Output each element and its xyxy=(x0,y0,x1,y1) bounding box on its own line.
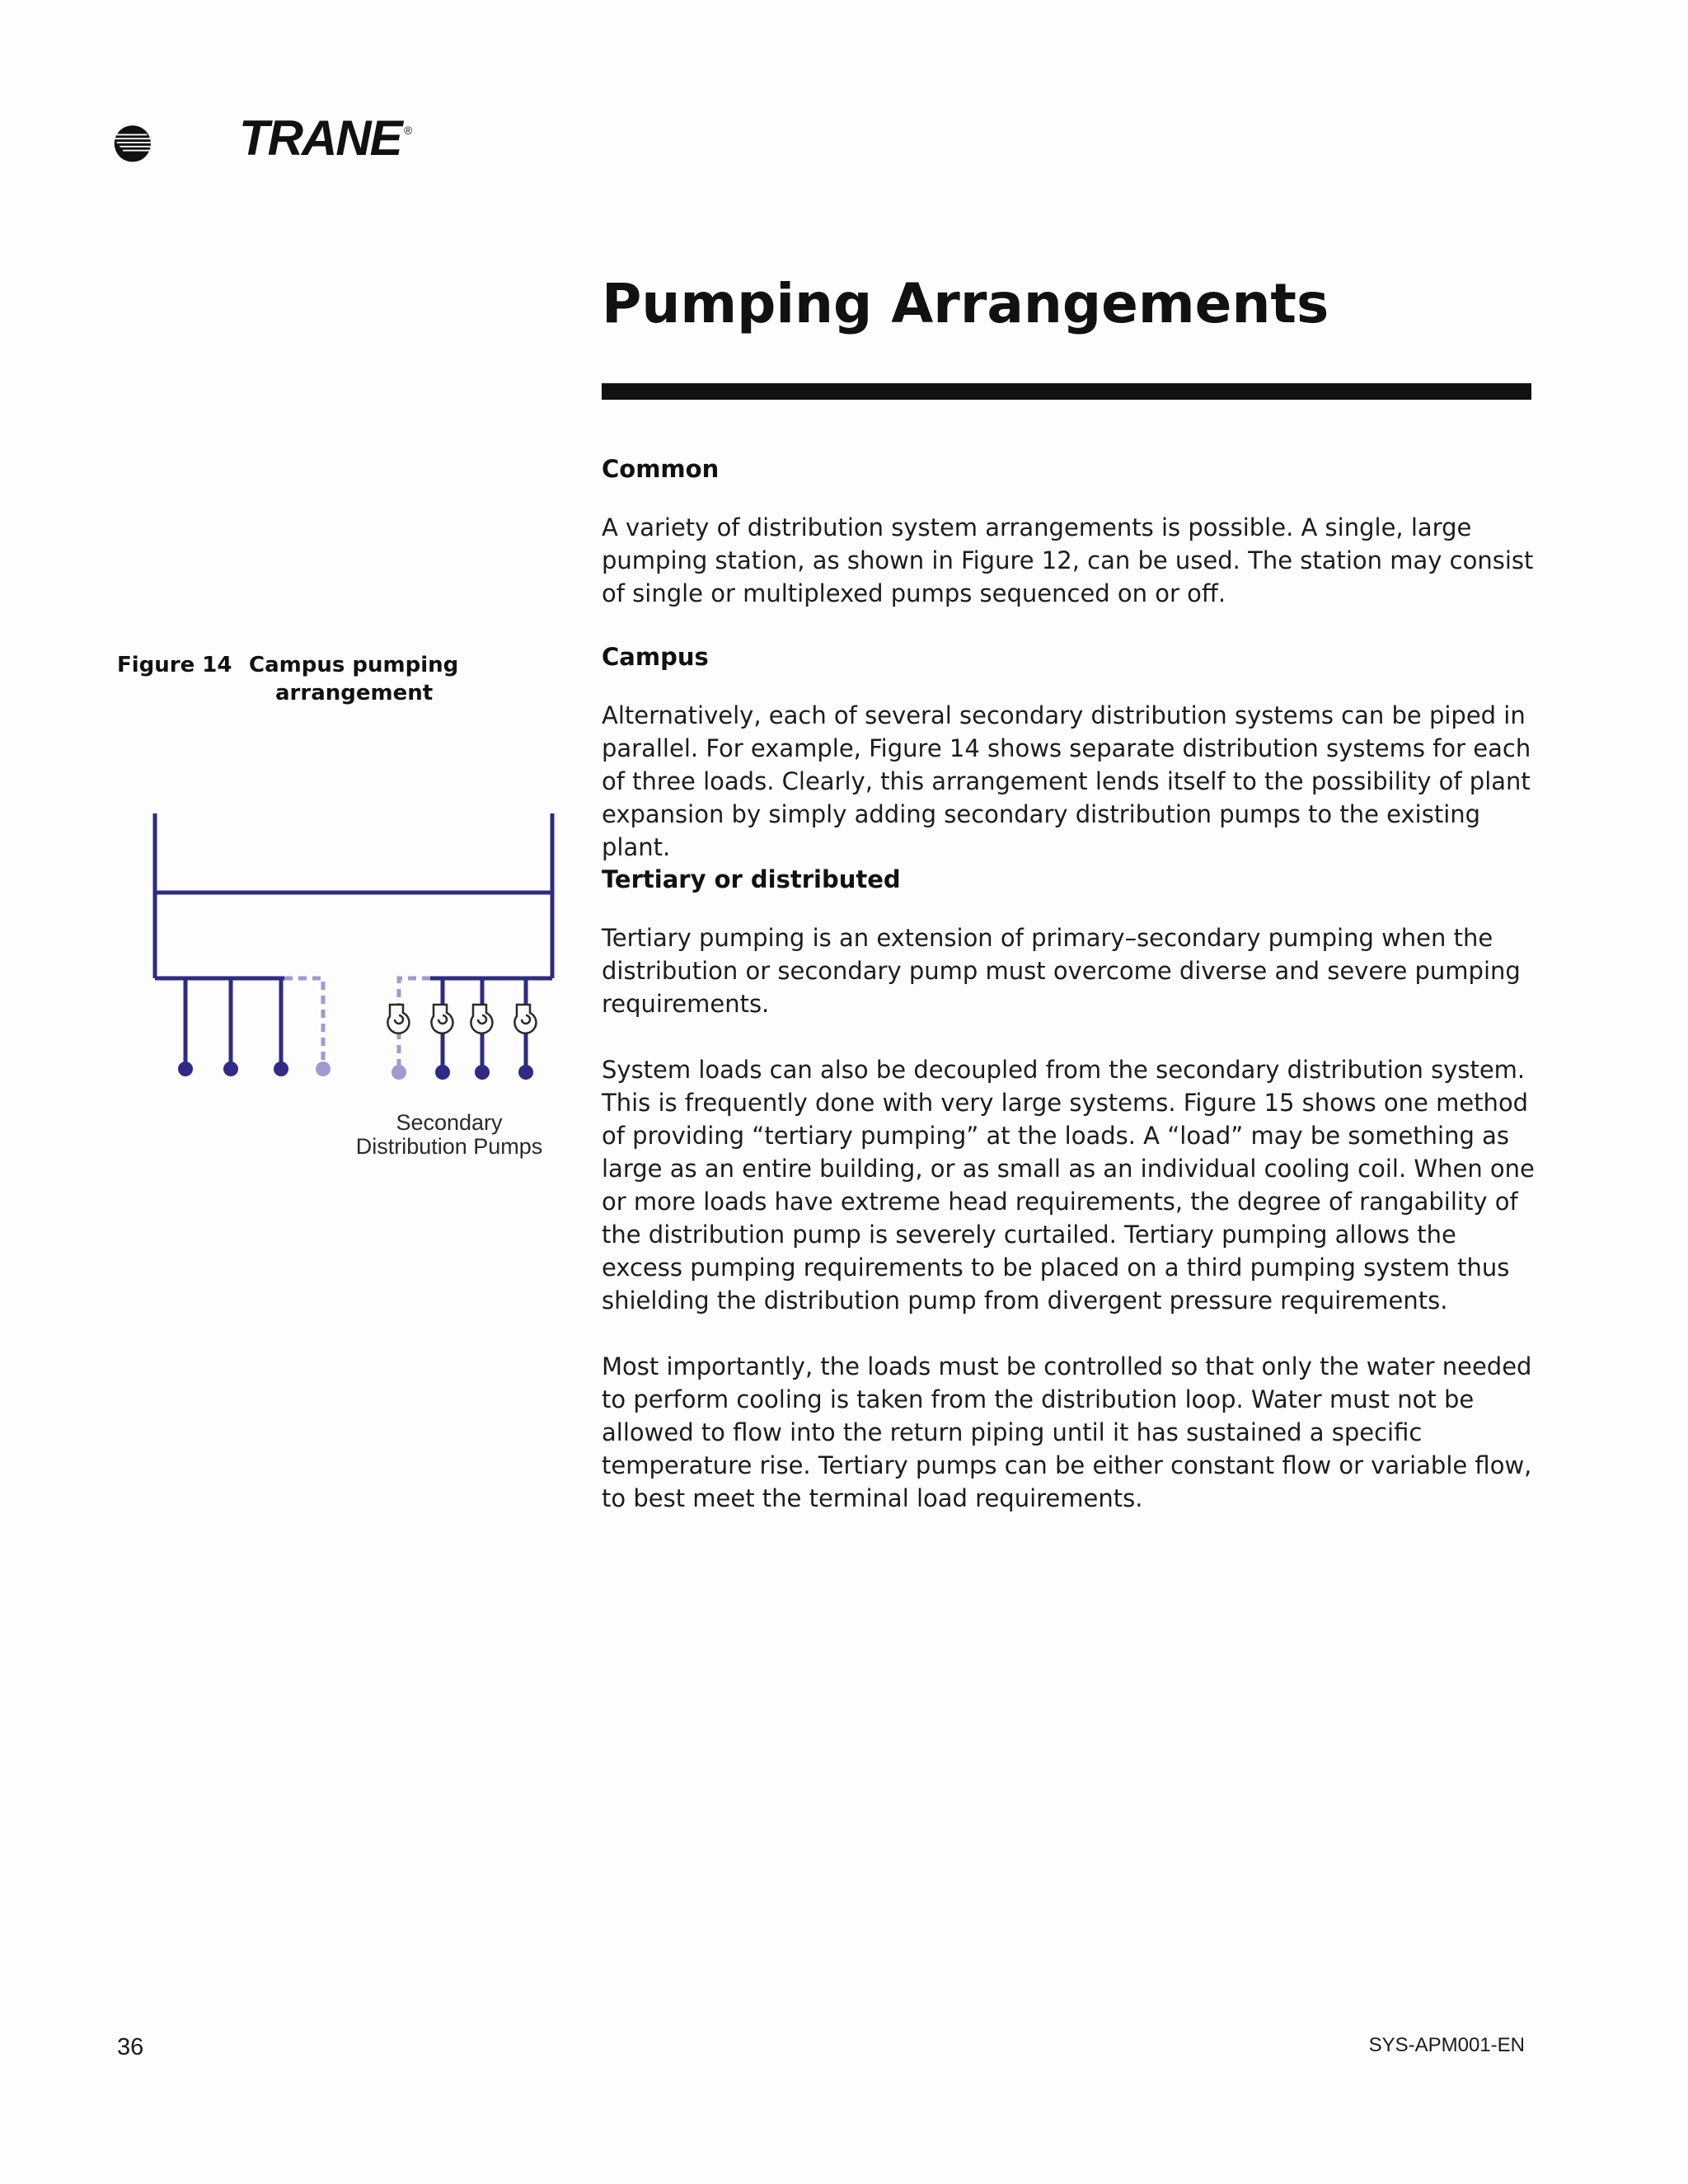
pump-icon xyxy=(471,1005,492,1033)
paragraph: Most importantly, the loads must be controlled so that only the water needed to perform cooling is taken from the distribution loop. Water must not be allowed to flow into the return piping until it has sustained a specific temperature rise. Tertiary pumps can be either constant flow or variable flow, to best meet the terminal load requirements. xyxy=(602,1352,1532,1512)
paragraph: Tertiary pumping is an extension of primary–secondary pumping when the distribution or secondary pump must overcome diverse and severe pumping requirements. xyxy=(602,924,1521,1018)
pump-icon xyxy=(514,1005,536,1033)
diagram-label xyxy=(338,1111,560,1159)
load-point xyxy=(178,1062,193,1076)
future-pump-point xyxy=(392,1065,406,1080)
pump-point xyxy=(518,1065,533,1080)
section-tertiary xyxy=(602,865,1541,1515)
figure-title-line2: arrangement xyxy=(275,681,434,705)
pump-point xyxy=(435,1065,450,1080)
pump-icon xyxy=(431,1005,452,1033)
figure-caption xyxy=(117,651,562,707)
pump-icon xyxy=(387,1005,409,1033)
brand-name: TRANE xyxy=(239,110,401,166)
section-campus xyxy=(602,643,1541,864)
figure-number: Figure 14 xyxy=(117,653,232,677)
label-line2: Distribution Pumps xyxy=(355,1134,543,1159)
load-point xyxy=(223,1062,238,1076)
paragraph: System loads can also be decoupled from the secondary distribution system. This is frequently done with very large systems. Figure 15 shows one method of providing “tertiary pumping” at the loads. A “load” may be something as large as an entire building, or as small as an individual cooling coil. When one or more loads have extreme head requirements, the degree of rangability of the distribution pump is severely curtailed. Tertiary pumping allows the excess pumping requirements to be placed on a third pumping system thus shielding the distribution pump from divergent pressure requirements. xyxy=(602,1056,1535,1315)
title-rule xyxy=(602,383,1531,400)
page-number: 36 xyxy=(117,2034,144,2060)
campus-pumping-diagram xyxy=(132,804,560,1108)
registered-mark: ® xyxy=(404,124,413,137)
paragraph: Alternatively, each of several secondary distribution systems can be piped in parallel. For example, Figure 14 shows separate distribution systems for each of three loads. Clearly, this arrangement lends itself to the possibility of plant expansion by simply adding secondary distribution pumps to the existing plant. xyxy=(602,701,1531,861)
label-line1: Secondary xyxy=(396,1110,503,1135)
section-heading: Common xyxy=(602,455,720,483)
pump-point xyxy=(475,1065,490,1080)
paragraph: A variety of distribution system arrangements is possible. A single, large pumping station, as shown in Figure 12, can be used. The station may consist of single or multiplexed pumps sequenced on or off. xyxy=(602,513,1534,607)
document-code: SYS-APM001-EN xyxy=(1368,2034,1525,2056)
load-point xyxy=(274,1062,288,1076)
future-load-line xyxy=(284,978,323,1067)
section-heading: Tertiary or distributed xyxy=(602,865,901,893)
trane-globe-icon xyxy=(114,92,229,195)
figure-title-line1: Campus pumping xyxy=(249,653,459,677)
future-load-point xyxy=(316,1062,331,1076)
page-title: Pumping Arrangements xyxy=(602,272,1329,335)
section-heading: Campus xyxy=(602,643,709,671)
section-common xyxy=(602,455,1541,610)
